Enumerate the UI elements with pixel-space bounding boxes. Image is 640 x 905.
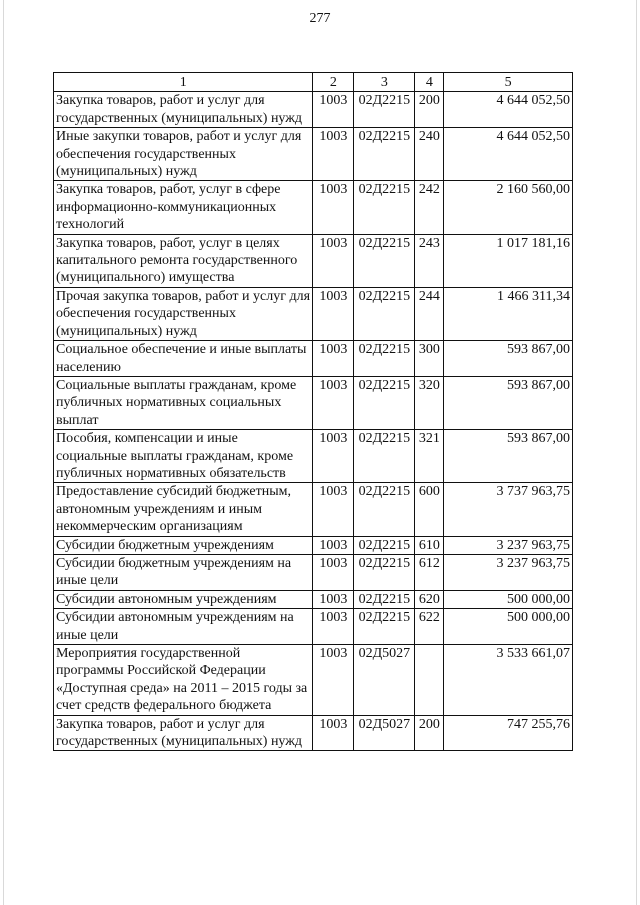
table-row [54,376,573,429]
row-amount-cell: 3 737 963,75 [444,483,573,536]
row-type-cell: 200 [415,715,444,751]
row-name-cell: Прочая закупка товаров, работ и услуг для обеспечения государственных (муниципальных) нужд [54,287,313,340]
row-amount-cell: 1 017 181,16 [444,234,573,287]
table-row [54,341,573,377]
header-col-2: 2 [313,73,354,92]
row-target-cell: 02Д2215 [354,376,415,429]
row-amount-cell: 1 466 311,34 [444,287,573,340]
row-target-cell: 02Д5027 [354,715,415,751]
row-type-cell: 244 [415,287,444,340]
row-target-cell: 02Д2215 [354,181,415,234]
header-col-1: 1 [54,73,313,92]
row-name-cell: Социальные выплаты гражданам, кроме публичных нормативных социальных выплат [54,376,313,429]
row-name-cell: Субсидии бюджетным учреждениям [54,536,313,554]
row-amount-cell: 3 237 963,75 [444,554,573,590]
row-target-cell: 02Д2215 [354,287,415,340]
row-amount-cell: 3 533 661,07 [444,645,573,716]
row-section-cell: 1003 [313,181,354,234]
row-amount-cell: 500 000,00 [444,590,573,608]
row-section-cell: 1003 [313,645,354,716]
row-section-cell: 1003 [313,536,354,554]
row-amount-cell: 747 255,76 [444,715,573,751]
row-section-cell: 1003 [313,590,354,608]
table-header [54,73,573,92]
row-amount-cell: 593 867,00 [444,430,573,483]
table-row [54,536,573,554]
row-section-cell: 1003 [313,430,354,483]
row-type-cell [415,645,444,716]
row-type-cell: 240 [415,128,444,181]
row-amount-cell: 593 867,00 [444,341,573,377]
row-type-cell: 200 [415,92,444,128]
row-type-cell: 320 [415,376,444,429]
table-row [54,590,573,608]
table-row [54,609,573,645]
row-type-cell: 243 [415,234,444,287]
row-name-cell: Закупка товаров, работ и услуг для государственных (муниципальных) нужд [54,92,313,128]
row-section-cell: 1003 [313,128,354,181]
row-target-cell: 02Д2215 [354,536,415,554]
row-name-cell: Субсидии бюджетным учреждениям на иные цели [54,554,313,590]
row-name-cell: Предоставление субсидий бюджетным, автономным учреждениям и иным некоммерческим организациям [54,483,313,536]
header-row [54,73,573,92]
row-name-cell: Иные закупки товаров, работ и услуг для обеспечения государственных (муниципальных) нужд [54,128,313,181]
budget-table [53,72,573,751]
row-target-cell: 02Д2215 [354,341,415,377]
row-amount-cell: 4 644 052,50 [444,128,573,181]
row-section-cell: 1003 [313,609,354,645]
row-section-cell: 1003 [313,376,354,429]
row-amount-cell: 593 867,00 [444,376,573,429]
row-target-cell: 02Д2215 [354,483,415,536]
page-number: 277 [309,11,331,26]
table-body [54,92,573,751]
row-target-cell: 02Д5027 [354,645,415,716]
table-row [54,287,573,340]
row-name-cell: Субсидии автономным учреждениям [54,590,313,608]
table-row [54,92,573,128]
row-name-cell: Социальное обеспечение и иные выплаты населению [54,341,313,377]
row-name-cell: Мероприятия государственной программы Российской Федерации «Доступная среда» на 2011 – 2015 годы за счет средств федерального бюджета [54,645,313,716]
row-target-cell: 02Д2215 [354,609,415,645]
row-name-cell: Закупка товаров, работ, услуг в целях капитального ремонта государственного (муниципального) имущества [54,234,313,287]
row-section-cell: 1003 [313,554,354,590]
row-section-cell: 1003 [313,287,354,340]
row-amount-cell: 2 160 560,00 [444,181,573,234]
table-row [54,234,573,287]
row-type-cell: 620 [415,590,444,608]
row-name-cell: Субсидии автономным учреждениям на иные цели [54,609,313,645]
row-name-cell: Пособия, компенсации и иные социальные выплаты гражданам, кроме публичных нормативных обязательств [54,430,313,483]
row-name-cell: Закупка товаров, работ, услуг в сфере информационно-коммуникационных технологий [54,181,313,234]
row-target-cell: 02Д2215 [354,128,415,181]
table-row [54,128,573,181]
row-target-cell: 02Д2215 [354,234,415,287]
scan-right-edge [636,0,637,905]
table-row [54,715,573,751]
row-type-cell: 612 [415,554,444,590]
row-target-cell: 02Д2215 [354,590,415,608]
table-row [54,430,573,483]
row-section-cell: 1003 [313,92,354,128]
row-type-cell: 600 [415,483,444,536]
row-type-cell: 622 [415,609,444,645]
row-section-cell: 1003 [313,234,354,287]
header-col-3: 3 [354,73,415,92]
row-target-cell: 02Д2215 [354,92,415,128]
row-type-cell: 610 [415,536,444,554]
table-row [54,645,573,716]
row-name-cell: Закупка товаров, работ и услуг для государственных (муниципальных) нужд [54,715,313,751]
row-amount-cell: 500 000,00 [444,609,573,645]
row-section-cell: 1003 [313,715,354,751]
row-section-cell: 1003 [313,483,354,536]
header-col-4: 4 [415,73,444,92]
header-col-5: 5 [444,73,573,92]
row-amount-cell: 3 237 963,75 [444,536,573,554]
row-type-cell: 300 [415,341,444,377]
row-type-cell: 321 [415,430,444,483]
row-section-cell: 1003 [313,341,354,377]
row-type-cell: 242 [415,181,444,234]
row-amount-cell: 4 644 052,50 [444,92,573,128]
table-row [54,554,573,590]
row-target-cell: 02Д2215 [354,430,415,483]
row-target-cell: 02Д2215 [354,554,415,590]
scan-left-edge [3,0,4,905]
table-row [54,181,573,234]
table-row [54,483,573,536]
